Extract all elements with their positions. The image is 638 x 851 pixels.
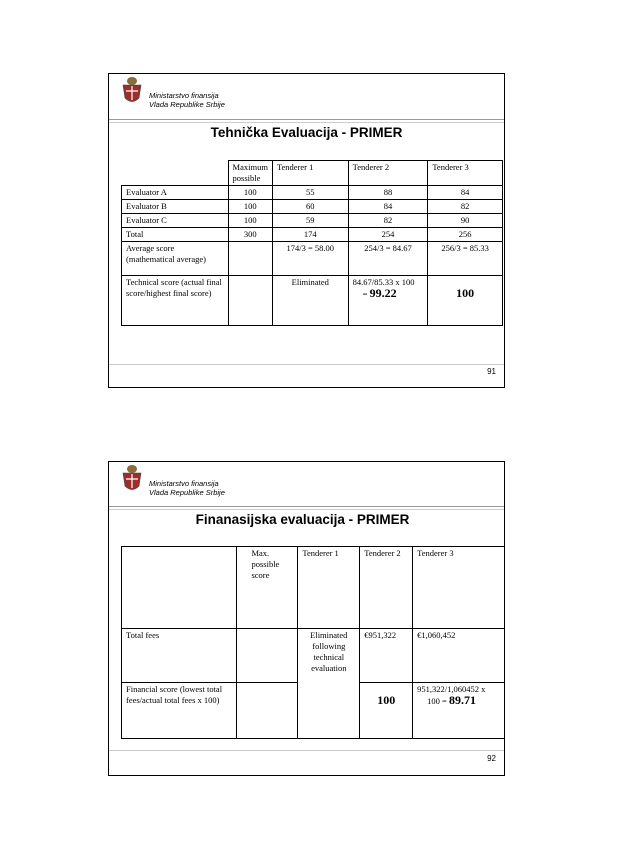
t2-value: 99.22 <box>369 286 397 300</box>
cell-t1: 174/3 = 58.00 <box>272 242 348 276</box>
header-rule <box>109 119 504 120</box>
row-label: Technical score (actual final score/highest final score) <box>122 276 229 326</box>
t2-equals: = <box>362 289 370 299</box>
table-header-row <box>122 161 503 186</box>
ministry-line1: Ministarstvo finansija <box>149 479 219 488</box>
header-tenderer-1: Tenderer 1 <box>272 161 348 186</box>
header-tenderer-1: Tenderer 1 <box>298 547 360 629</box>
table-row <box>122 214 503 228</box>
cell-t3: €1,060,452 <box>413 629 505 683</box>
cell-t3: 84 <box>428 186 503 200</box>
header-rule <box>109 506 504 507</box>
cell-t1: 60 <box>272 200 348 214</box>
t2-value: 100 <box>377 693 396 707</box>
t3-value: 100 <box>456 286 475 300</box>
slide-header <box>109 74 504 122</box>
cell-t3: 256 <box>428 228 503 242</box>
table-row-average <box>122 242 503 276</box>
ministry-line1: Ministarstvo finansija <box>149 91 219 100</box>
slide-title: Tehnička Evaluacija - PRIMER <box>210 125 403 140</box>
footer-rule <box>109 750 504 751</box>
cell-t3 <box>428 276 503 326</box>
cell-max: 100 <box>228 214 272 228</box>
cell-t2: 254 <box>348 228 428 242</box>
t2-formula: 84.67/85.33 x 100 <box>352 277 415 287</box>
header-empty <box>122 547 237 629</box>
header-max: Max. possible score <box>237 547 298 629</box>
table-row-total-fees <box>122 629 505 683</box>
cell-max: 300 <box>228 228 272 242</box>
cell-t2: €951,322 <box>360 629 413 683</box>
page-number: 91 <box>487 367 496 376</box>
cell-t3: 90 <box>428 214 503 228</box>
cell-max <box>228 242 272 276</box>
cell-t1: 55 <box>272 186 348 200</box>
footer-rule <box>109 364 504 365</box>
cell-t2 <box>360 683 413 739</box>
table-row-technical-score <box>122 276 503 326</box>
cell-t2: 84 <box>348 200 428 214</box>
cell-t2: 82 <box>348 214 428 228</box>
cell-t1: Eliminated following technical evaluation <box>298 629 360 739</box>
slide-title: Finanasijska evaluacija - PRIMER <box>195 512 410 527</box>
header-empty <box>122 161 229 186</box>
cell-t3: 256/3 = 85.33 <box>428 242 503 276</box>
header-tenderer-2: Tenderer 2 <box>360 547 413 629</box>
table-row <box>122 186 503 200</box>
cell-t1: 174 <box>272 228 348 242</box>
ministry-name <box>149 91 225 109</box>
row-label: Financial score (lowest total fees/actual total fees x 100) <box>122 683 237 739</box>
cell-t1: Eliminated <box>272 276 348 326</box>
t3-equals: 100 = <box>427 696 449 706</box>
header-rule-secondary <box>109 509 504 510</box>
technical-evaluation-table <box>121 160 503 326</box>
row-label: Total <box>122 228 229 242</box>
header-tenderer-2: Tenderer 2 <box>348 161 428 186</box>
cell-t2 <box>348 276 428 326</box>
table-row <box>122 200 503 214</box>
table-header-row <box>122 547 505 629</box>
row-label: Average score (mathematical average) <box>122 242 229 276</box>
cell-max <box>237 683 298 739</box>
ministry-line2: Vlada Republike Srbije <box>149 488 225 497</box>
ministry-line2: Vlada Republike Srbije <box>149 100 225 109</box>
t3-formula: 951,322/1,060452 x <box>417 684 486 694</box>
header-tenderer-3: Tenderer 3 <box>428 161 503 186</box>
cell-t2: 254/3 = 84.67 <box>348 242 428 276</box>
page-number: 92 <box>487 754 496 763</box>
header-tenderer-3: Tenderer 3 <box>413 547 505 629</box>
cell-t3 <box>413 683 505 739</box>
cell-t2: 88 <box>348 186 428 200</box>
t2-result <box>353 288 424 300</box>
row-label: Evaluator C <box>122 214 229 228</box>
cell-t3: 82 <box>428 200 503 214</box>
financial-evaluation-table <box>121 546 505 739</box>
cell-max: 100 <box>228 186 272 200</box>
ministry-name <box>149 479 225 497</box>
coat-of-arms-icon <box>121 464 143 494</box>
row-label: Evaluator A <box>122 186 229 200</box>
header-max: Maximum possible <box>228 161 272 186</box>
header-rule-secondary <box>109 122 504 123</box>
table-row <box>122 228 503 242</box>
coat-of-arms-icon <box>121 76 143 106</box>
slide-header <box>109 462 504 510</box>
cell-t1: 59 <box>272 214 348 228</box>
t3-result <box>417 695 500 707</box>
slide-financial-evaluation <box>108 461 505 776</box>
cell-max <box>237 629 298 683</box>
row-label: Total fees <box>122 629 237 683</box>
t3-value: 89.71 <box>448 693 476 707</box>
row-label: Evaluator B <box>122 200 229 214</box>
slide-technical-evaluation <box>108 73 505 388</box>
cell-max: 100 <box>228 200 272 214</box>
cell-max <box>228 276 272 326</box>
